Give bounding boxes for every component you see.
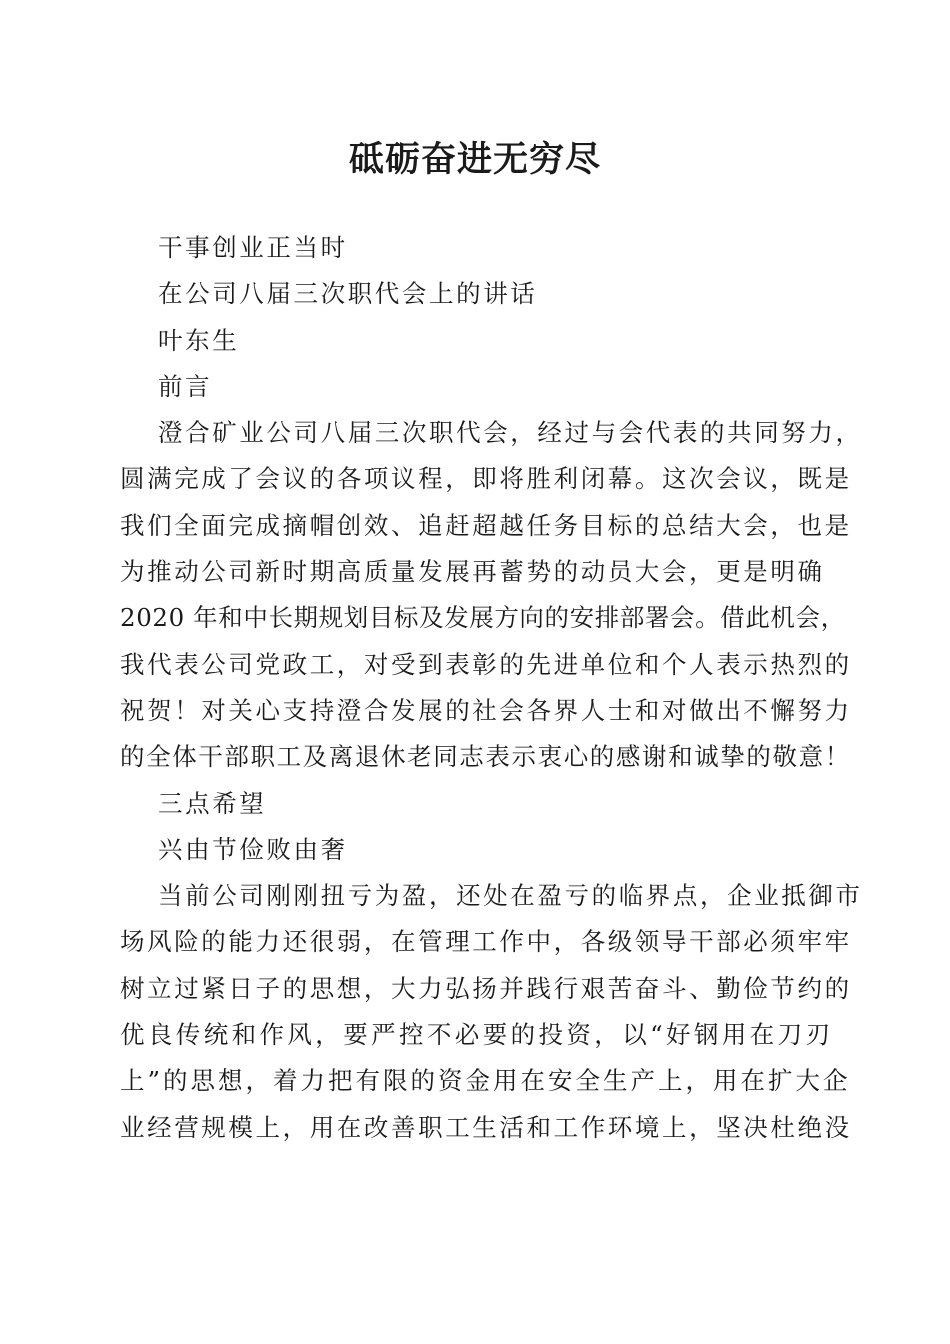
section-heading-frugality: 兴由节俭败由奢 — [158, 834, 348, 864]
paragraph-line: 场风险的能力还很弱，在管理工作中，各级领导干部必须牢牢 — [120, 927, 852, 957]
section-heading-three-hopes: 三点希望 — [158, 788, 267, 818]
paragraph-line: 的全体干部职工及离退休老同志表示衷心的感谢和诚挚的敬意！ — [120, 742, 851, 772]
document-title: 砥砺奋进无穷尽 — [348, 139, 601, 180]
paragraph-line: 我们全面完成摘帽创效、追赶超越任务目标的总结大会，也是 — [120, 510, 852, 540]
subtitle-line: 干事创业正当时 — [158, 233, 348, 262]
paragraph-line: 澄合矿业公司八届三次职代会，经过与会代表的共同努力， — [158, 418, 863, 448]
paragraph-line: 2020 年和中长期规划目标及发展方向的安排部署会。借此机会， — [120, 603, 846, 633]
paragraph-line: 圆满完成了会议的各项议程，即将胜利闭幕。这次会议，既是 — [120, 464, 852, 494]
author-name: 叶东生 — [158, 325, 240, 355]
paragraph-line: 当前公司刚刚扭亏为盈，还处在盈亏的临界点，企业抵御市 — [158, 881, 863, 911]
paragraph-line: 祝贺！对关心支持澄合发展的社会各界人士和对做出不懈努力 — [120, 695, 852, 725]
paragraph-line: 上”的思想，着力把有限的资金用在安全生产上，用在扩大企 — [120, 1066, 851, 1096]
paragraph-line: 我代表公司党政工，对受到表彰的先进单位和个人表示热烈的 — [120, 649, 852, 679]
speech-occasion-line: 在公司八届三次职代会上的讲话 — [158, 279, 538, 309]
section-heading-preface: 前言 — [158, 371, 213, 401]
paragraph-line: 优良传统和作风，要严控不必要的投资，以“好钢用在刀刃 — [120, 1020, 834, 1050]
paragraph-line: 树立过紧日子的思想，大力弘扬并践行艰苦奋斗、勤俭节约的 — [120, 973, 852, 1003]
paragraph-line: 业经营规模上，用在改善职工生活和工作环境上，坚决杜绝没 — [120, 1112, 852, 1142]
document-body — [120, 225, 863, 1151]
paragraph-line: 为推动公司新时期高质量发展再蓄势的动员大会，更是明确 — [120, 557, 825, 587]
